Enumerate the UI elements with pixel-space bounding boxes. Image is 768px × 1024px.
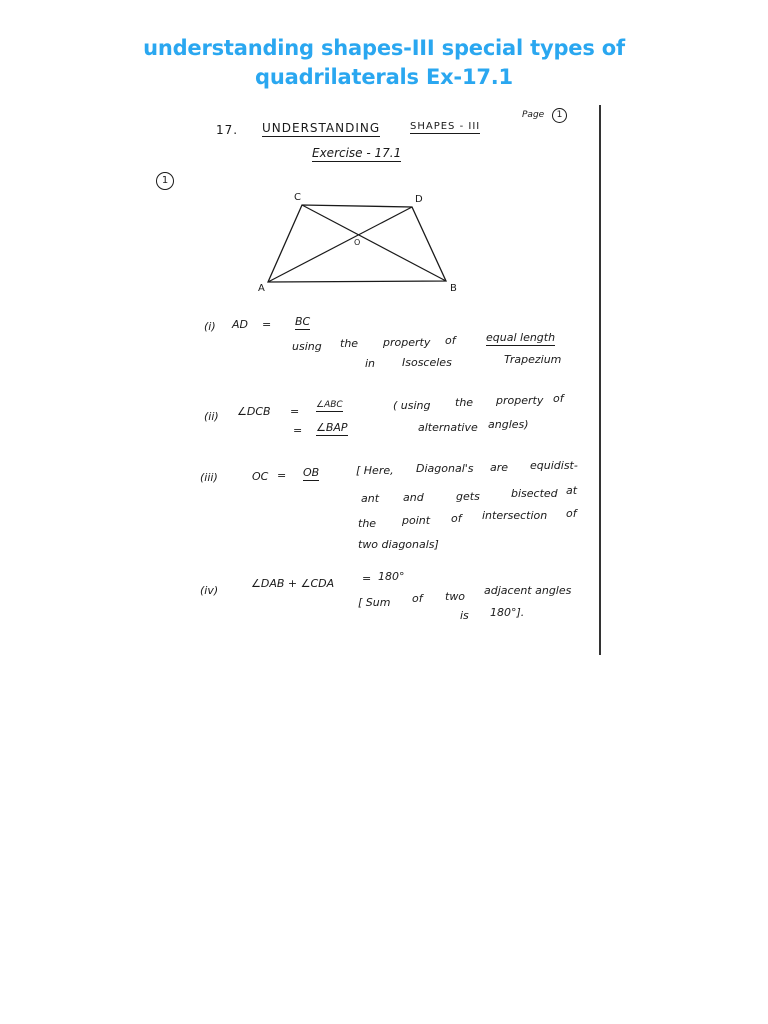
part-iii-reason-two-diagonals: two diagonals] xyxy=(358,538,439,551)
part-iii-reason-word: Diagonal's xyxy=(416,462,474,475)
part-iii-reason-word: and xyxy=(403,491,424,504)
part-ii-lhs: ∠DCB xyxy=(237,405,271,418)
part-ii-reason-word: property xyxy=(496,394,544,407)
part-iii-rhs: OB xyxy=(303,466,320,479)
part-ii-reason-word: alternative xyxy=(418,421,478,434)
part-iii-reason-word: point xyxy=(402,514,431,527)
part-iv-rhs: 180° xyxy=(378,570,405,583)
part-i-lhs: AD xyxy=(232,318,248,331)
part-i-label: (i) xyxy=(204,320,216,333)
part-iv-reason-word: of xyxy=(412,592,423,605)
page-label: Page xyxy=(522,110,545,120)
page-number: 1 xyxy=(552,108,567,123)
part-iv-lhs: ∠DAB + ∠CDA xyxy=(251,577,335,590)
part-ii-equals: = xyxy=(293,424,303,437)
part-ii-reason-word: of xyxy=(553,392,564,405)
part-ii-reason-word: angles) xyxy=(488,418,529,431)
part-iii-reason-word: bisected xyxy=(511,487,558,500)
part-ii-rhs-abc: ∠ABC xyxy=(316,400,343,410)
part-i-equals: = xyxy=(262,318,272,331)
vertex-o-label: O xyxy=(354,238,361,247)
part-i-rhs: BC xyxy=(295,315,311,328)
part-iii-reason-word: the xyxy=(358,517,377,530)
title-line-2: quadrilaterals Ex-17.1 xyxy=(255,65,513,89)
part-iv-reason-word: two xyxy=(445,590,466,603)
vertex-b-label: B xyxy=(450,283,457,294)
part-iii-reason-word: ant xyxy=(361,492,380,505)
part-iii-reason-word: are xyxy=(490,461,509,474)
part-iii-equals: = xyxy=(277,469,287,482)
part-i-reason-word: in xyxy=(365,357,376,370)
chapter-word-shapes: SHAPES - III xyxy=(410,121,481,132)
exercise-heading: Exercise - 17.1 xyxy=(312,146,402,160)
vertex-d-label: D xyxy=(415,194,423,205)
vertex-a-label: A xyxy=(258,283,265,294)
part-iii-reason-word: of xyxy=(566,507,577,520)
part-i-reason-word: Trapezium xyxy=(504,353,562,366)
diagonal-ad xyxy=(268,207,412,282)
chapter-number: 17. xyxy=(216,123,239,137)
part-iii-reason-word: equidist- xyxy=(530,459,578,472)
part-iv-equals: = xyxy=(362,572,372,585)
part-iii-reason-word: at xyxy=(566,484,578,497)
part-iv-reason-word: [ Sum xyxy=(358,596,391,609)
title-line-1: understanding shapes-III special types of xyxy=(143,36,625,60)
page-margin-line xyxy=(599,105,601,655)
part-ii-equals: = xyxy=(290,405,300,418)
part-iv-reason-word: 180°]. xyxy=(490,606,525,619)
vertex-c-label: C xyxy=(294,192,301,203)
part-iv-reason-word: adjacent angles xyxy=(484,584,572,597)
part-iii-label: (iii) xyxy=(200,471,218,484)
part-i-reason-word: using xyxy=(292,340,322,353)
part-i-reason-word: of xyxy=(445,334,456,347)
part-iii-reason-word: gets xyxy=(456,490,480,503)
chapter-word-understanding: UNDERSTANDING xyxy=(262,121,381,135)
part-i-reason-equal-length: equal length xyxy=(486,331,556,344)
part-ii-reason-word: ( using xyxy=(393,399,431,412)
part-iii-reason-word: intersection xyxy=(482,509,548,522)
part-i-reason-word: the xyxy=(340,337,359,350)
question-number: 1 xyxy=(156,172,174,190)
part-iii-reason-word: of xyxy=(451,512,462,525)
part-iv-reason-word: is xyxy=(460,609,469,622)
part-iii-lhs: OC xyxy=(252,470,269,483)
part-iv-label: (iv) xyxy=(200,584,219,597)
part-ii-label: (ii) xyxy=(204,410,219,423)
part-i-reason-word: property xyxy=(383,336,431,349)
diagonal-cb xyxy=(302,205,446,281)
part-iii-reason-word: [ Here, xyxy=(356,464,394,477)
document-title xyxy=(0,34,768,92)
trapezium-figure xyxy=(250,185,470,300)
part-ii-reason-word: the xyxy=(455,396,474,409)
part-i-reason-word: Isosceles xyxy=(402,356,452,369)
part-ii-rhs-bap: ∠BAP xyxy=(316,421,348,434)
